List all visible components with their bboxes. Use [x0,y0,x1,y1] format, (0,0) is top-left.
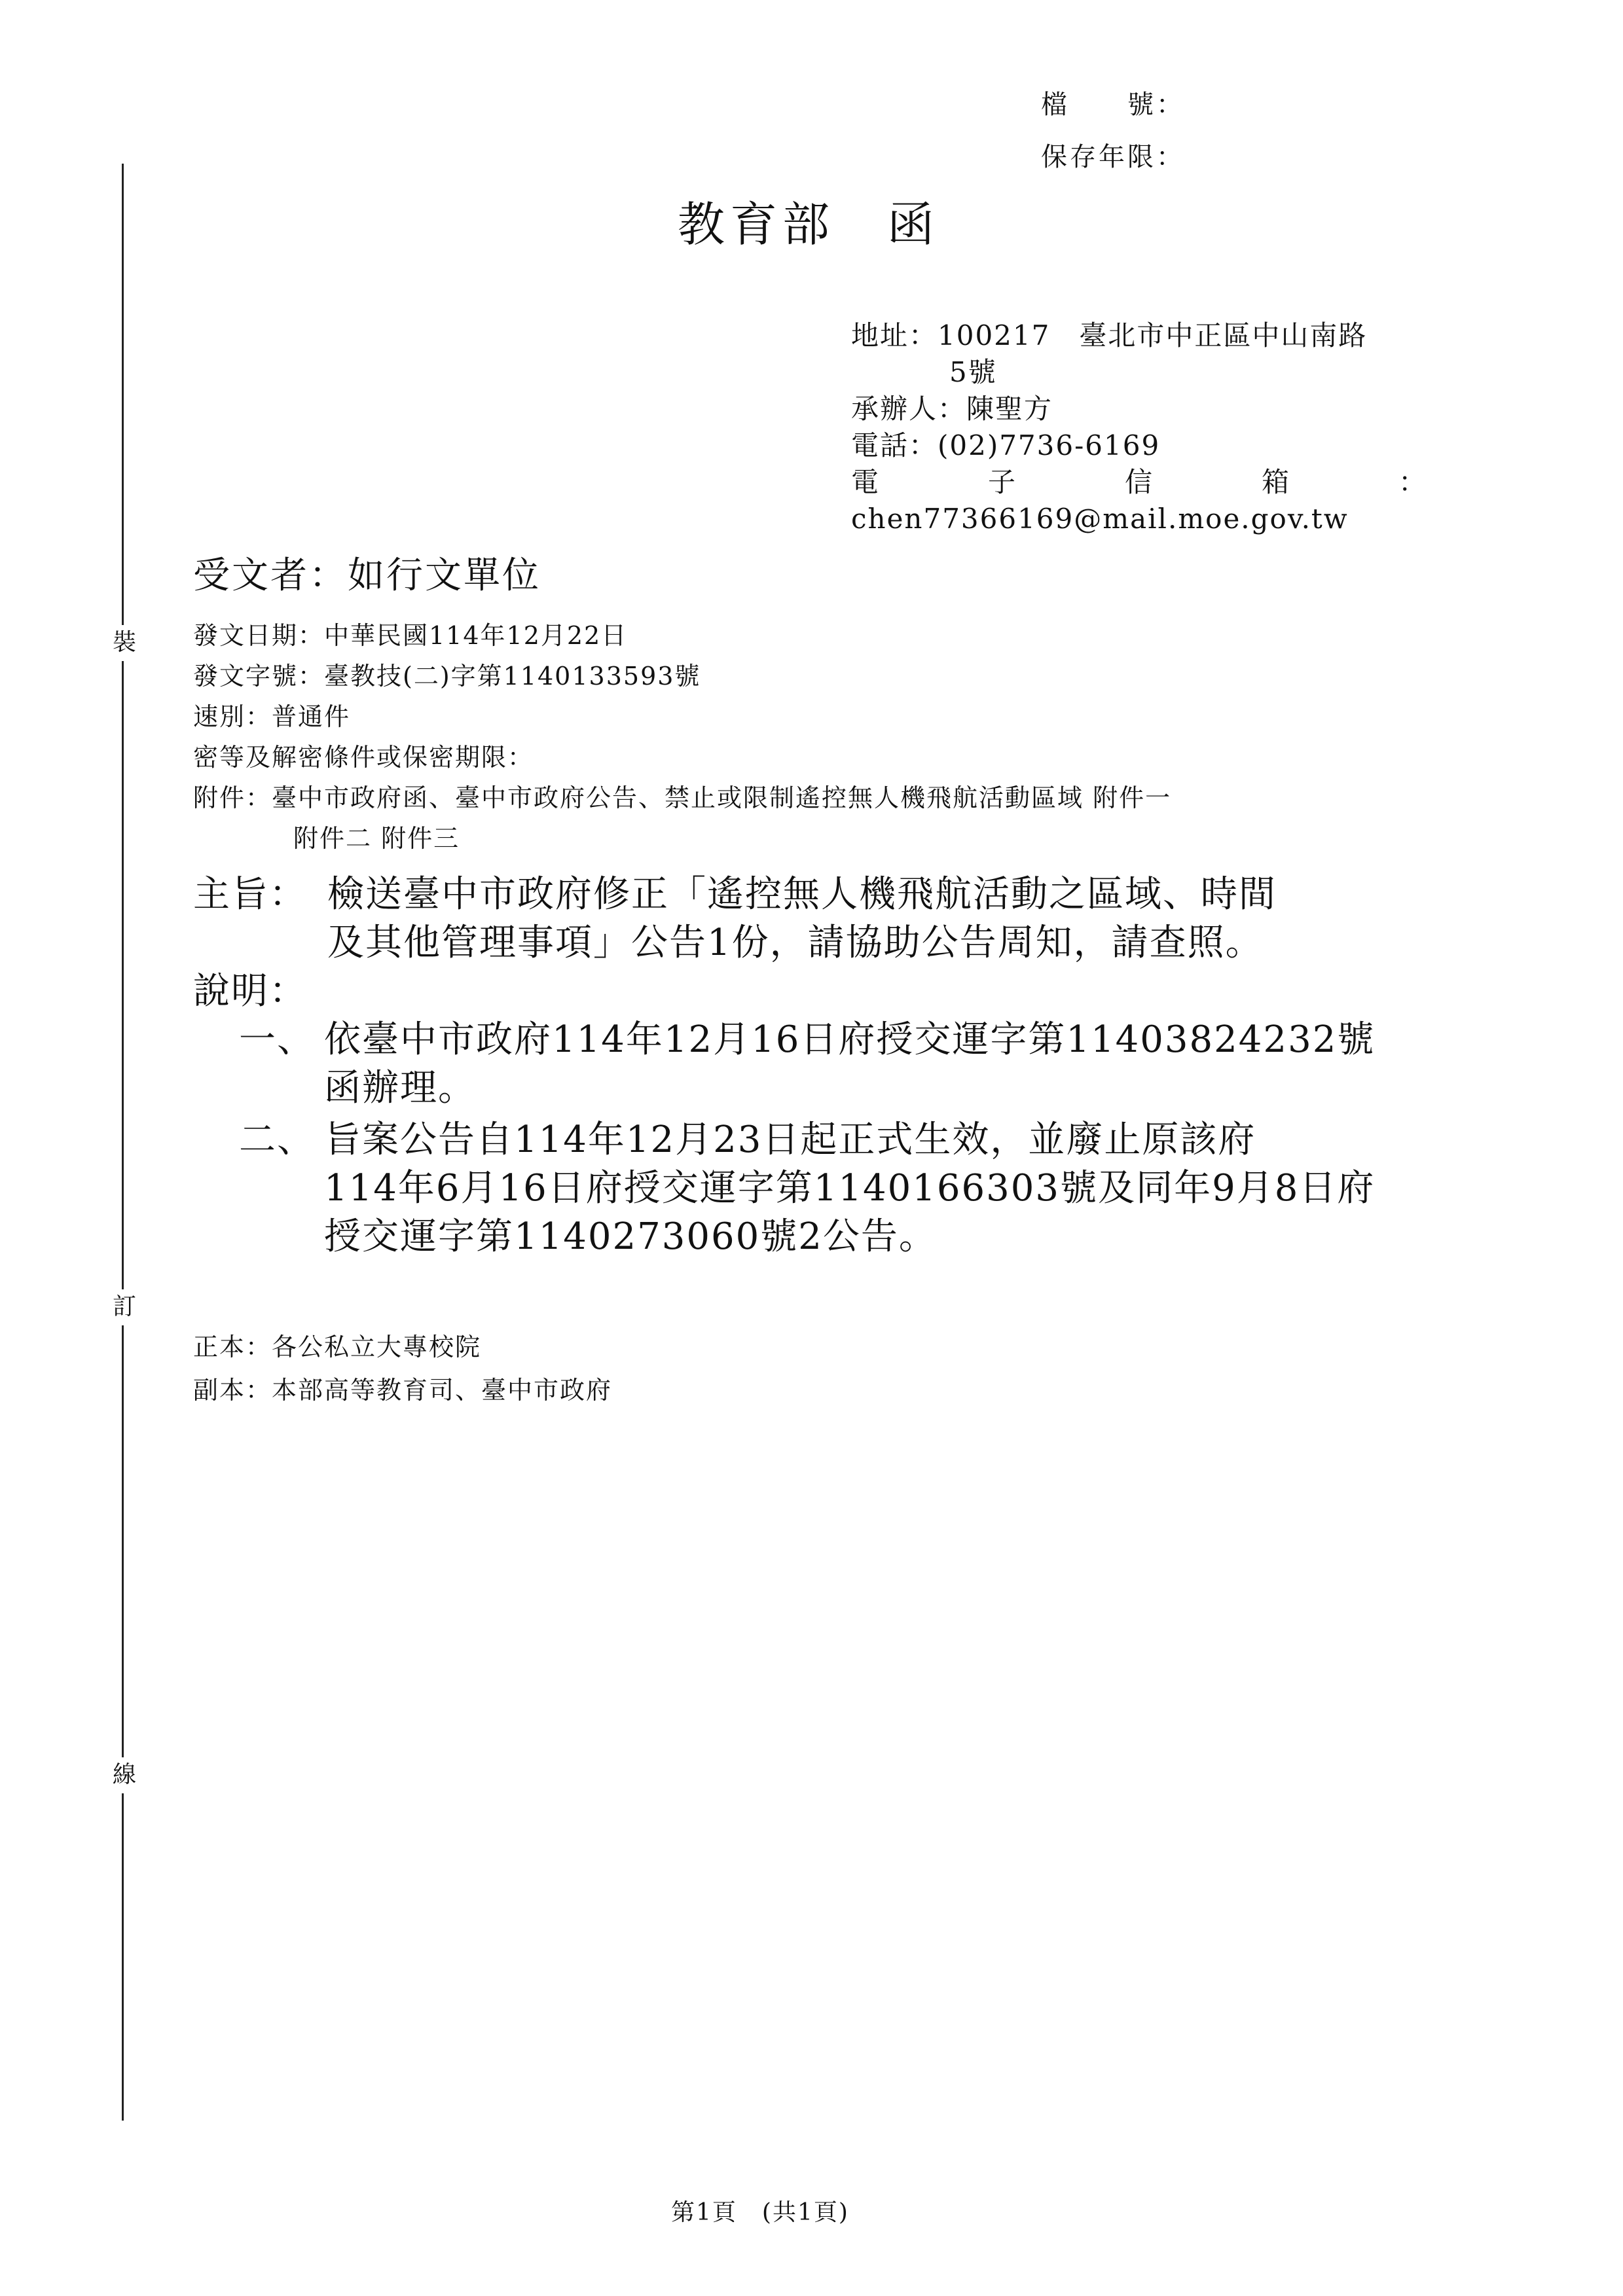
speed-class: 速別：普通件 [193,702,351,731]
binding-mark-zhuang: 裝 [112,629,136,656]
retention-period-label: 保存年限： [1041,142,1185,172]
subject-line-2: 及其他管理事項」公告1份，請協助公告周知，請查照。 [327,922,1264,964]
attachments-line-2: 附件二 附件三 [293,824,460,853]
subject-label: 主旨： [193,873,307,916]
explanation-item-line: 函辦理。 [324,1067,476,1109]
document-number: 發文字號：臺教技(二)字第1140133593號 [193,662,701,691]
binding-line [111,164,137,2121]
address-line-2: 5號 [949,356,997,388]
email-address: chen77366169@mail.moe.gov.tw [851,503,1349,535]
recipient: 受文者：如行文單位 [193,554,541,597]
explanation-label: 說明： [193,970,307,1013]
explanation-item-line: 授交運字第1140273060號2公告。 [324,1215,937,1258]
attachments-line-1: 附件：臺中市政府函、臺中市政府公告、禁止或限制遙控無人機飛航活動區域 附件一 [193,783,1172,812]
email-label-char: ： [1398,466,1427,498]
copies-block [193,1325,612,1412]
contact-block [851,317,1427,537]
email-label [851,464,1427,501]
original-recipient: 正本：各公私立大專校院 [193,1333,482,1361]
page-footer: 第1頁 (共1頁) [671,2199,849,2226]
email-label-char: 箱 [1261,466,1290,498]
issue-date: 發文日期：中華民國114年12月22日 [193,621,628,650]
email-label-char: 信 [1124,466,1154,498]
secrecy-level: 密等及解密條件或保密期限： [193,743,534,772]
email-label-char: 電 [851,466,881,498]
binding-mark-xian: 線 [112,1761,136,1788]
handler: 承辦人：陳聖方 [851,393,1053,425]
binding-line-segment [122,1793,124,2121]
explanation-item-number: 一、 [239,1018,315,1061]
explanation-item-line: 依臺中市政府114年12月16日府授交運字第11403824232號 [324,1018,1376,1061]
file-number-label: 檔 號： [1041,90,1185,120]
binding-line-segment [122,661,124,1289]
address-line-1: 地址：100217 臺北市中正區中山南路 [851,319,1368,351]
meta-block [193,615,1171,818]
binding-line-segment [122,164,124,625]
binding-line-segment [122,1325,124,1757]
binding-mark-ding: 訂 [112,1293,136,1320]
document-title: 教育部 函 [678,197,940,252]
phone: 電話：(02)7736-6169 [851,429,1161,461]
email-label-char: 子 [987,466,1017,498]
explanation-item-number: 二、 [239,1119,315,1161]
copy-recipient: 副本：本部高等教育司、臺中市政府 [193,1376,613,1405]
explanation-item-line: 旨案公告自114年12月23日起正式生效，並廢止原該府 [324,1119,1256,1161]
subject-line-1: 檢送臺中市政府修正「遙控無人機飛航活動之區域、時間 [327,873,1277,916]
explanation-item-line: 114年6月16日府授交運字第1140166303號及同年9月8日府 [324,1167,1376,1210]
